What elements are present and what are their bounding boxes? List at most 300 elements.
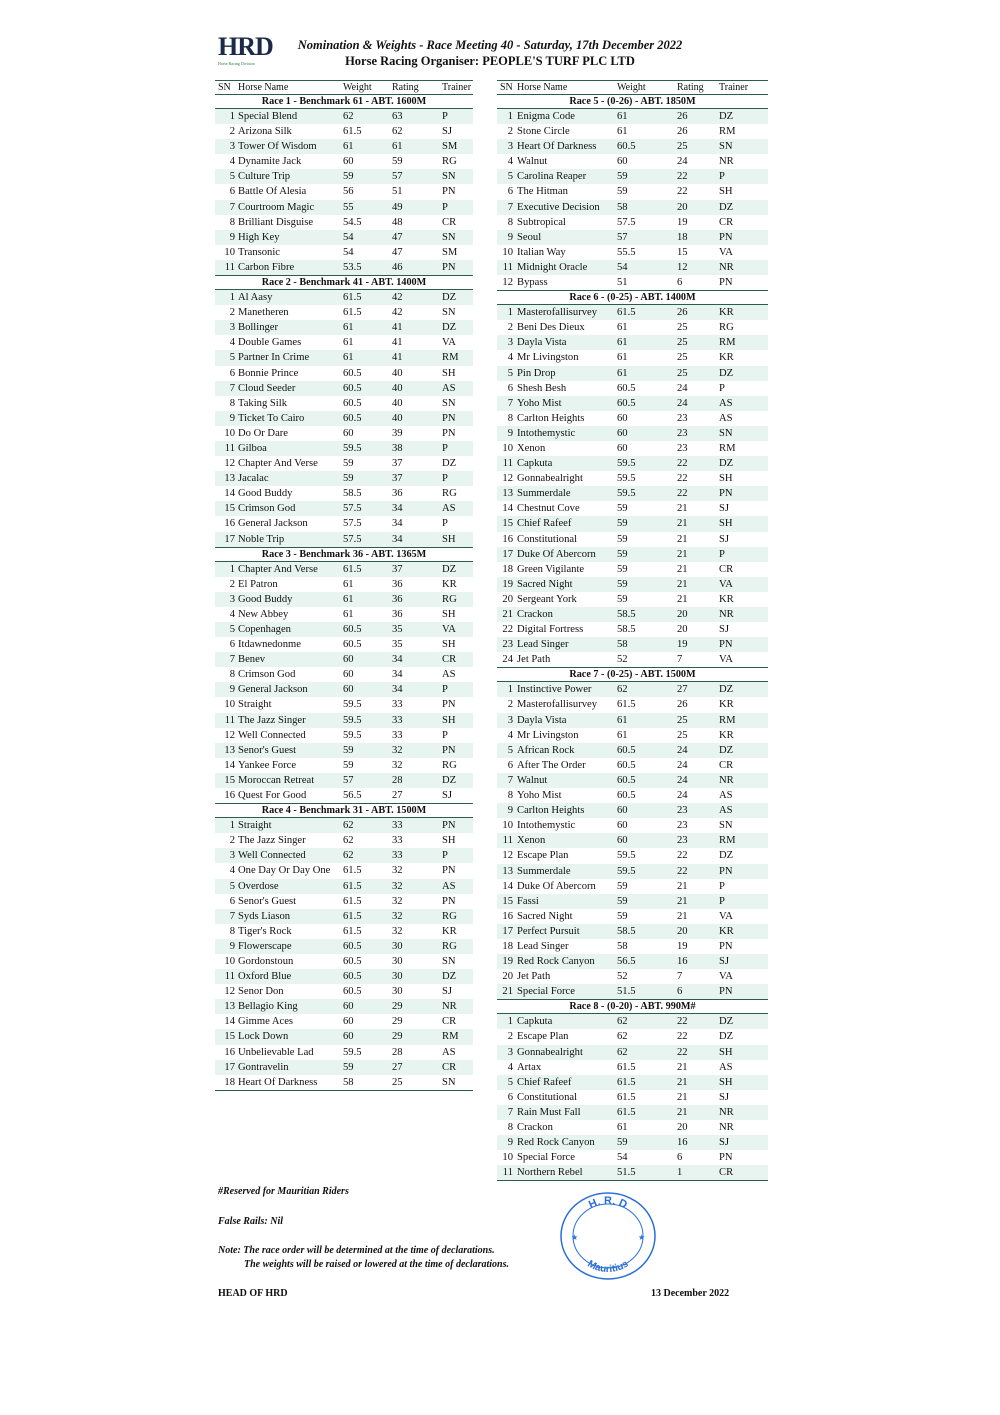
trainer-cell: PN bbox=[719, 488, 733, 500]
weight-cell: 54 bbox=[343, 231, 354, 243]
weight-cell: 60 bbox=[617, 156, 628, 168]
header-rating: Rating bbox=[392, 82, 419, 93]
trainer-cell: SM bbox=[442, 246, 458, 258]
trainer-cell: P bbox=[442, 442, 448, 454]
rating-cell: 23 bbox=[677, 427, 688, 439]
table-row bbox=[215, 215, 473, 230]
weight-cell: 59 bbox=[343, 1061, 354, 1073]
trainer-cell: P bbox=[719, 548, 725, 560]
sn-cell: 9 bbox=[507, 231, 513, 243]
horse-name-cell: Jacalac bbox=[238, 473, 269, 485]
sn-cell: 21 bbox=[502, 986, 513, 998]
sn-cell: 12 bbox=[502, 473, 513, 485]
trainer-cell: P bbox=[442, 684, 448, 696]
sn-cell: 1 bbox=[507, 684, 513, 696]
weight-cell: 59.5 bbox=[617, 473, 636, 485]
horse-name-cell: Culture Trip bbox=[238, 171, 291, 183]
rating-cell: 26 bbox=[677, 699, 688, 711]
header-weight: Weight bbox=[343, 82, 372, 93]
table-row bbox=[215, 909, 473, 924]
rating-cell: 42 bbox=[392, 307, 403, 319]
table-row bbox=[497, 426, 768, 441]
horse-name-cell: Crackon bbox=[517, 609, 553, 620]
weight-cell: 59.5 bbox=[343, 714, 362, 726]
weight-cell: 61 bbox=[617, 1122, 628, 1133]
rating-cell: 15 bbox=[677, 246, 688, 258]
horse-name-cell: Xenon bbox=[517, 835, 546, 847]
sn-cell: 24 bbox=[502, 654, 513, 666]
trainer-cell: DZ bbox=[719, 111, 734, 122]
weight-cell: 61 bbox=[617, 714, 628, 726]
trainer-cell: NR bbox=[719, 261, 734, 273]
rating-cell: 32 bbox=[392, 865, 403, 877]
horse-name-cell: Special Force bbox=[517, 1152, 575, 1164]
horse-name-cell: Jet Path bbox=[517, 971, 551, 983]
rating-cell: 21 bbox=[677, 533, 688, 545]
race-title: Race 3 - Benchmark 36 - ABT. 1365M bbox=[215, 548, 473, 562]
trainer-cell: AS bbox=[442, 503, 456, 515]
trainer-cell: NR bbox=[719, 609, 734, 620]
horse-name-cell: Fassi bbox=[517, 895, 539, 907]
stamp-top-text: H. R. D bbox=[587, 1195, 629, 1212]
declaration-note-2: The weights will be raised or lowered at the time of declarations. bbox=[244, 1259, 509, 1270]
weight-cell: 61.5 bbox=[617, 1106, 636, 1118]
trainer-cell: AS bbox=[719, 790, 733, 802]
table-row bbox=[497, 562, 768, 577]
weight-cell: 59 bbox=[343, 171, 354, 183]
weight-cell: 55.5 bbox=[617, 246, 636, 258]
rating-cell: 34 bbox=[392, 684, 403, 696]
weight-cell: 60 bbox=[617, 805, 628, 817]
trainer-cell: VA bbox=[442, 337, 456, 349]
weight-cell: 60.5 bbox=[343, 382, 362, 394]
horse-name-cell: Unbelievable Lad bbox=[238, 1046, 314, 1058]
horse-name-cell: Capkuta bbox=[517, 1016, 553, 1028]
trainer-cell: DZ bbox=[442, 971, 457, 983]
table-row bbox=[497, 697, 768, 712]
rating-cell: 32 bbox=[392, 895, 403, 907]
horse-name-cell: Tower Of Wisdom bbox=[238, 141, 317, 153]
horse-name-cell: Capkuta bbox=[517, 458, 553, 470]
weight-cell: 58 bbox=[343, 1076, 354, 1088]
sn-cell: 2 bbox=[229, 126, 235, 138]
sn-cell: 7 bbox=[229, 654, 235, 666]
horse-name-cell: Dayla Vista bbox=[517, 714, 567, 726]
trainer-cell: PN bbox=[442, 699, 456, 711]
horse-name-cell: Escape Plan bbox=[517, 850, 569, 862]
rating-cell: 33 bbox=[392, 729, 403, 741]
weight-cell: 61.5 bbox=[343, 292, 362, 304]
horse-name-cell: Arizona Silk bbox=[238, 126, 292, 138]
trainer-cell: RG bbox=[442, 156, 457, 168]
table-row bbox=[497, 1105, 768, 1120]
rating-cell: 23 bbox=[677, 442, 688, 454]
sn-cell: 20 bbox=[502, 971, 513, 983]
trainer-cell: AS bbox=[442, 382, 456, 394]
sn-cell: 13 bbox=[224, 473, 235, 485]
race-title: Race 1 - Benchmark 61 - ABT. 1600M bbox=[215, 95, 473, 109]
horse-name-cell: Yankee Force bbox=[238, 759, 297, 771]
sn-cell: 2 bbox=[507, 322, 513, 334]
table-row bbox=[215, 984, 473, 999]
sn-cell: 16 bbox=[502, 533, 513, 545]
logo-subtitle: Horse Racing Division bbox=[218, 61, 255, 66]
sn-cell: 12 bbox=[224, 729, 235, 741]
weight-cell: 59 bbox=[617, 563, 628, 575]
trainer-cell: PN bbox=[442, 895, 456, 907]
weight-cell: 60.5 bbox=[343, 955, 362, 967]
rating-cell: 42 bbox=[392, 292, 403, 304]
horse-name-cell: Pin Drop bbox=[517, 367, 556, 379]
rating-cell: 30 bbox=[392, 940, 403, 952]
weight-cell: 59 bbox=[343, 744, 354, 756]
trainer-cell: SN bbox=[719, 820, 733, 832]
sn-cell: 17 bbox=[224, 533, 235, 545]
table-row bbox=[215, 954, 473, 969]
sn-cell: 8 bbox=[229, 925, 235, 937]
sn-cell: 2 bbox=[507, 699, 513, 711]
trainer-cell: DZ bbox=[719, 1031, 734, 1043]
header-sn: SN bbox=[218, 82, 231, 93]
weight-cell: 61.5 bbox=[343, 895, 362, 907]
reserved-note: #Reserved for Mauritian Riders bbox=[218, 1186, 349, 1197]
trainer-cell: RG bbox=[442, 910, 457, 922]
trainer-cell: CR bbox=[719, 1167, 734, 1179]
sn-cell: 7 bbox=[229, 382, 235, 394]
sn-cell: 4 bbox=[229, 156, 235, 168]
trainer-cell: NR bbox=[442, 1001, 457, 1013]
rating-cell: 47 bbox=[392, 231, 403, 243]
sn-cell: 14 bbox=[224, 488, 235, 500]
weight-cell: 59 bbox=[617, 1137, 628, 1149]
horse-name-cell: Masterofallisurvey bbox=[517, 699, 598, 711]
svg-text:H. R. D bbox=[587, 1195, 629, 1211]
trainer-cell: SJ bbox=[719, 1137, 730, 1149]
horse-name-cell: Well Connected bbox=[238, 729, 306, 741]
sn-cell: 7 bbox=[507, 1106, 513, 1118]
header-weight: Weight bbox=[617, 82, 646, 93]
table-row bbox=[215, 682, 473, 697]
rating-cell: 20 bbox=[677, 624, 688, 636]
trainer-cell: DZ bbox=[442, 292, 457, 304]
weight-cell: 59.5 bbox=[617, 458, 636, 470]
trainer-cell: RM bbox=[442, 352, 459, 364]
table-row bbox=[215, 1075, 473, 1090]
sn-cell: 3 bbox=[229, 141, 235, 153]
trainer-cell: SJ bbox=[719, 956, 730, 968]
trainer-cell: DZ bbox=[719, 684, 734, 696]
trainer-cell: SH bbox=[719, 1046, 733, 1058]
table-row bbox=[215, 939, 473, 954]
horse-name-cell: Summerdale bbox=[517, 488, 571, 500]
sn-cell: 4 bbox=[507, 729, 513, 741]
rating-cell: 24 bbox=[677, 382, 688, 394]
rating-cell: 6 bbox=[677, 277, 683, 289]
trainer-cell: NR bbox=[719, 156, 734, 168]
race-title: Race 2 - Benchmark 41 - ABT. 1400M bbox=[215, 276, 473, 290]
table-row bbox=[497, 758, 768, 773]
weight-cell: 61.5 bbox=[343, 865, 362, 877]
table-row bbox=[497, 864, 768, 879]
weight-cell: 62 bbox=[343, 820, 354, 832]
sn-cell: 8 bbox=[229, 216, 235, 228]
weight-cell: 60.5 bbox=[617, 382, 636, 394]
weight-cell: 58.5 bbox=[343, 488, 362, 500]
table-row bbox=[497, 879, 768, 894]
table-row bbox=[215, 532, 473, 547]
weight-cell: 59.5 bbox=[617, 865, 636, 877]
sn-cell: 8 bbox=[507, 1122, 513, 1133]
document-date: 13 December 2022 bbox=[651, 1288, 730, 1299]
table-header bbox=[215, 80, 473, 95]
table-row bbox=[497, 622, 768, 637]
weight-cell: 58.5 bbox=[617, 925, 636, 937]
weight-cell: 56 bbox=[343, 186, 354, 198]
horse-name-cell: Seoul bbox=[517, 231, 542, 243]
horse-name-cell: Carlton Heights bbox=[517, 412, 585, 424]
sn-cell: 7 bbox=[507, 397, 513, 409]
rating-cell: 39 bbox=[392, 427, 403, 439]
horse-name-cell: Intothemystic bbox=[517, 820, 576, 832]
table-row bbox=[215, 335, 473, 350]
table-row bbox=[497, 818, 768, 833]
trainer-cell: NR bbox=[719, 774, 734, 786]
weight-cell: 60 bbox=[343, 1031, 354, 1043]
weight-cell: 59 bbox=[617, 910, 628, 922]
rating-cell: 22 bbox=[677, 1046, 688, 1058]
horse-name-cell: Mr Livingston bbox=[517, 729, 579, 741]
rating-cell: 27 bbox=[392, 790, 403, 802]
race-block bbox=[215, 276, 473, 548]
header-trainer: Trainer bbox=[442, 82, 472, 93]
horse-name-cell: Moroccan Retreat bbox=[238, 774, 315, 786]
horse-name-cell: Benev bbox=[238, 654, 266, 666]
horse-name-cell: Bellagio King bbox=[238, 1001, 298, 1013]
horse-name-cell: Chapter And Verse bbox=[238, 563, 318, 575]
trainer-cell: P bbox=[442, 729, 448, 741]
table-row bbox=[497, 728, 768, 743]
sn-cell: 11 bbox=[224, 714, 235, 726]
rating-cell: 51 bbox=[392, 186, 403, 198]
horse-name-cell: Bypass bbox=[517, 277, 548, 289]
sn-cell: 7 bbox=[229, 201, 235, 213]
horse-name-cell: Chestnut Cove bbox=[517, 503, 580, 515]
horse-name-cell: Senor Don bbox=[238, 986, 284, 998]
table-row bbox=[497, 743, 768, 758]
horse-name-cell: After The Order bbox=[517, 759, 586, 771]
weight-cell: 59 bbox=[617, 503, 628, 515]
table-row bbox=[215, 260, 473, 275]
horse-name-cell: One Day Or Day One bbox=[238, 865, 331, 877]
table-row bbox=[497, 139, 768, 154]
sn-cell: 11 bbox=[502, 261, 513, 273]
rating-cell: 22 bbox=[677, 458, 688, 470]
weight-cell: 61 bbox=[343, 593, 354, 605]
trainer-cell: SJ bbox=[442, 986, 453, 998]
table-row bbox=[215, 139, 473, 154]
weight-cell: 61 bbox=[617, 367, 628, 379]
sn-cell: 10 bbox=[502, 246, 513, 258]
weight-cell: 60 bbox=[343, 156, 354, 168]
horse-name-cell: Special Blend bbox=[238, 111, 298, 122]
race-title: Race 5 - (0-26) - ABT. 1850M bbox=[497, 95, 768, 109]
horse-name-cell: Carbon Fibre bbox=[238, 261, 295, 273]
table-row bbox=[215, 516, 473, 531]
trainer-cell: SH bbox=[442, 608, 456, 620]
table-row bbox=[215, 758, 473, 773]
rating-cell: 32 bbox=[392, 925, 403, 937]
table-row bbox=[215, 637, 473, 652]
horse-name-cell: Red Rock Canyon bbox=[517, 1137, 595, 1149]
horse-name-cell: Transonic bbox=[238, 246, 280, 258]
trainer-cell: DZ bbox=[719, 458, 734, 470]
sn-cell: 5 bbox=[229, 171, 235, 183]
trainer-cell: CR bbox=[442, 1016, 457, 1028]
rating-cell: 38 bbox=[392, 442, 403, 454]
weight-cell: 59.5 bbox=[343, 442, 362, 454]
weight-cell: 59 bbox=[617, 186, 628, 198]
weight-cell: 59.5 bbox=[343, 729, 362, 741]
horse-name-cell: Escape Plan bbox=[517, 1031, 569, 1043]
table-row bbox=[215, 818, 473, 833]
horse-name-cell: Beni Des Dieux bbox=[517, 322, 585, 334]
rating-cell: 33 bbox=[392, 699, 403, 711]
horse-name-cell: Chief Rafeef bbox=[517, 1076, 572, 1088]
table-row bbox=[497, 154, 768, 169]
weight-cell: 62 bbox=[343, 111, 354, 122]
horse-name-cell: Copenhagen bbox=[238, 624, 291, 635]
table-row bbox=[497, 169, 768, 184]
sn-cell: 23 bbox=[502, 639, 513, 651]
sn-cell: 5 bbox=[507, 744, 513, 756]
rating-cell: 23 bbox=[677, 805, 688, 817]
weight-cell: 60 bbox=[343, 1016, 354, 1028]
weight-cell: 61.5 bbox=[343, 126, 362, 138]
rating-cell: 25 bbox=[392, 1076, 403, 1088]
horse-name-cell: Bonnie Prince bbox=[238, 367, 299, 379]
trainer-cell: P bbox=[442, 473, 448, 485]
horse-name-cell: Intothemystic bbox=[517, 427, 576, 439]
trainer-cell: KR bbox=[719, 307, 734, 319]
sn-cell: 2 bbox=[229, 307, 235, 319]
sn-cell: 4 bbox=[229, 865, 235, 877]
horse-name-cell: Constitutional bbox=[517, 1091, 578, 1103]
weight-cell: 61 bbox=[617, 337, 628, 349]
horse-name-cell: Good Buddy bbox=[238, 593, 293, 605]
sn-cell: 3 bbox=[229, 593, 235, 605]
rating-cell: 25 bbox=[677, 322, 688, 334]
weight-cell: 60 bbox=[617, 835, 628, 847]
rating-cell: 26 bbox=[677, 307, 688, 319]
weight-cell: 60.5 bbox=[343, 412, 362, 424]
horse-name-cell: Yoho Mist bbox=[517, 790, 562, 802]
rating-cell: 20 bbox=[677, 1122, 688, 1133]
table-row bbox=[215, 607, 473, 622]
sn-cell: 15 bbox=[502, 518, 513, 530]
table-row bbox=[497, 516, 768, 531]
weight-cell: 61 bbox=[617, 352, 628, 364]
horse-name-cell: Taking Silk bbox=[238, 397, 287, 409]
trainer-cell: SH bbox=[719, 186, 733, 198]
weight-cell: 61.5 bbox=[617, 1061, 636, 1073]
weight-cell: 59 bbox=[617, 533, 628, 545]
table-row bbox=[215, 788, 473, 803]
rating-cell: 18 bbox=[677, 231, 688, 243]
rating-cell: 21 bbox=[677, 548, 688, 560]
sn-cell: 6 bbox=[507, 759, 513, 771]
sn-cell: 5 bbox=[507, 367, 513, 379]
horse-name-cell: Al Aasy bbox=[238, 292, 273, 304]
sn-cell: 12 bbox=[502, 277, 513, 289]
sn-cell: 11 bbox=[224, 442, 235, 454]
horse-name-cell: Noble Trip bbox=[238, 533, 285, 545]
sn-cell: 1 bbox=[507, 1016, 513, 1028]
weight-cell: 51 bbox=[617, 277, 628, 289]
table-row bbox=[215, 320, 473, 335]
weight-cell: 60 bbox=[617, 412, 628, 424]
sn-cell: 3 bbox=[507, 1046, 513, 1058]
horse-name-cell: Lead Singer bbox=[517, 940, 569, 952]
sn-cell: 11 bbox=[502, 458, 513, 470]
sn-cell: 11 bbox=[224, 971, 235, 983]
rating-cell: 30 bbox=[392, 971, 403, 983]
sn-cell: 10 bbox=[224, 955, 235, 967]
rating-cell: 35 bbox=[392, 624, 403, 635]
sn-cell: 8 bbox=[507, 412, 513, 424]
horse-name-cell: Gilboa bbox=[238, 442, 267, 454]
weight-cell: 61 bbox=[343, 141, 354, 153]
table-row bbox=[497, 652, 768, 667]
trainer-cell: SN bbox=[442, 307, 456, 319]
horse-name-cell: El Patron bbox=[238, 578, 278, 590]
table-row bbox=[497, 230, 768, 245]
table-row bbox=[497, 350, 768, 365]
trainer-cell: AS bbox=[719, 1061, 733, 1073]
sn-cell: 6 bbox=[229, 639, 235, 651]
rating-cell: 24 bbox=[677, 744, 688, 756]
weight-cell: 61 bbox=[343, 352, 354, 364]
table-row bbox=[215, 999, 473, 1014]
weight-cell: 62 bbox=[343, 835, 354, 847]
weight-cell: 60 bbox=[343, 427, 354, 439]
trainer-cell: SN bbox=[719, 141, 733, 153]
trainer-cell: RM bbox=[719, 714, 736, 726]
horse-name-cell: Mr Livingston bbox=[517, 352, 579, 364]
weight-cell: 62 bbox=[617, 1031, 628, 1043]
horse-name-cell: Walnut bbox=[517, 774, 548, 786]
rating-cell: 21 bbox=[677, 578, 688, 590]
trainer-cell: DZ bbox=[719, 1016, 734, 1028]
rating-cell: 24 bbox=[677, 156, 688, 168]
trainer-cell: AS bbox=[719, 412, 733, 424]
rating-cell: 40 bbox=[392, 412, 403, 424]
horse-name-cell: Straight bbox=[238, 699, 272, 711]
star-icon: ★ bbox=[571, 1233, 579, 1242]
horse-name-cell: General Jackson bbox=[238, 684, 308, 696]
table-row bbox=[215, 697, 473, 712]
rating-cell: 36 bbox=[392, 593, 403, 605]
table-row bbox=[497, 381, 768, 396]
table-row bbox=[215, 833, 473, 848]
table-row bbox=[497, 1135, 768, 1150]
rating-cell: 22 bbox=[677, 473, 688, 485]
horse-name-cell: Enigma Code bbox=[517, 111, 575, 122]
rating-cell: 37 bbox=[392, 473, 403, 485]
rating-cell: 1 bbox=[677, 1167, 683, 1179]
table-row bbox=[215, 381, 473, 396]
table-row bbox=[215, 245, 473, 260]
weight-cell: 61.5 bbox=[617, 1076, 636, 1088]
